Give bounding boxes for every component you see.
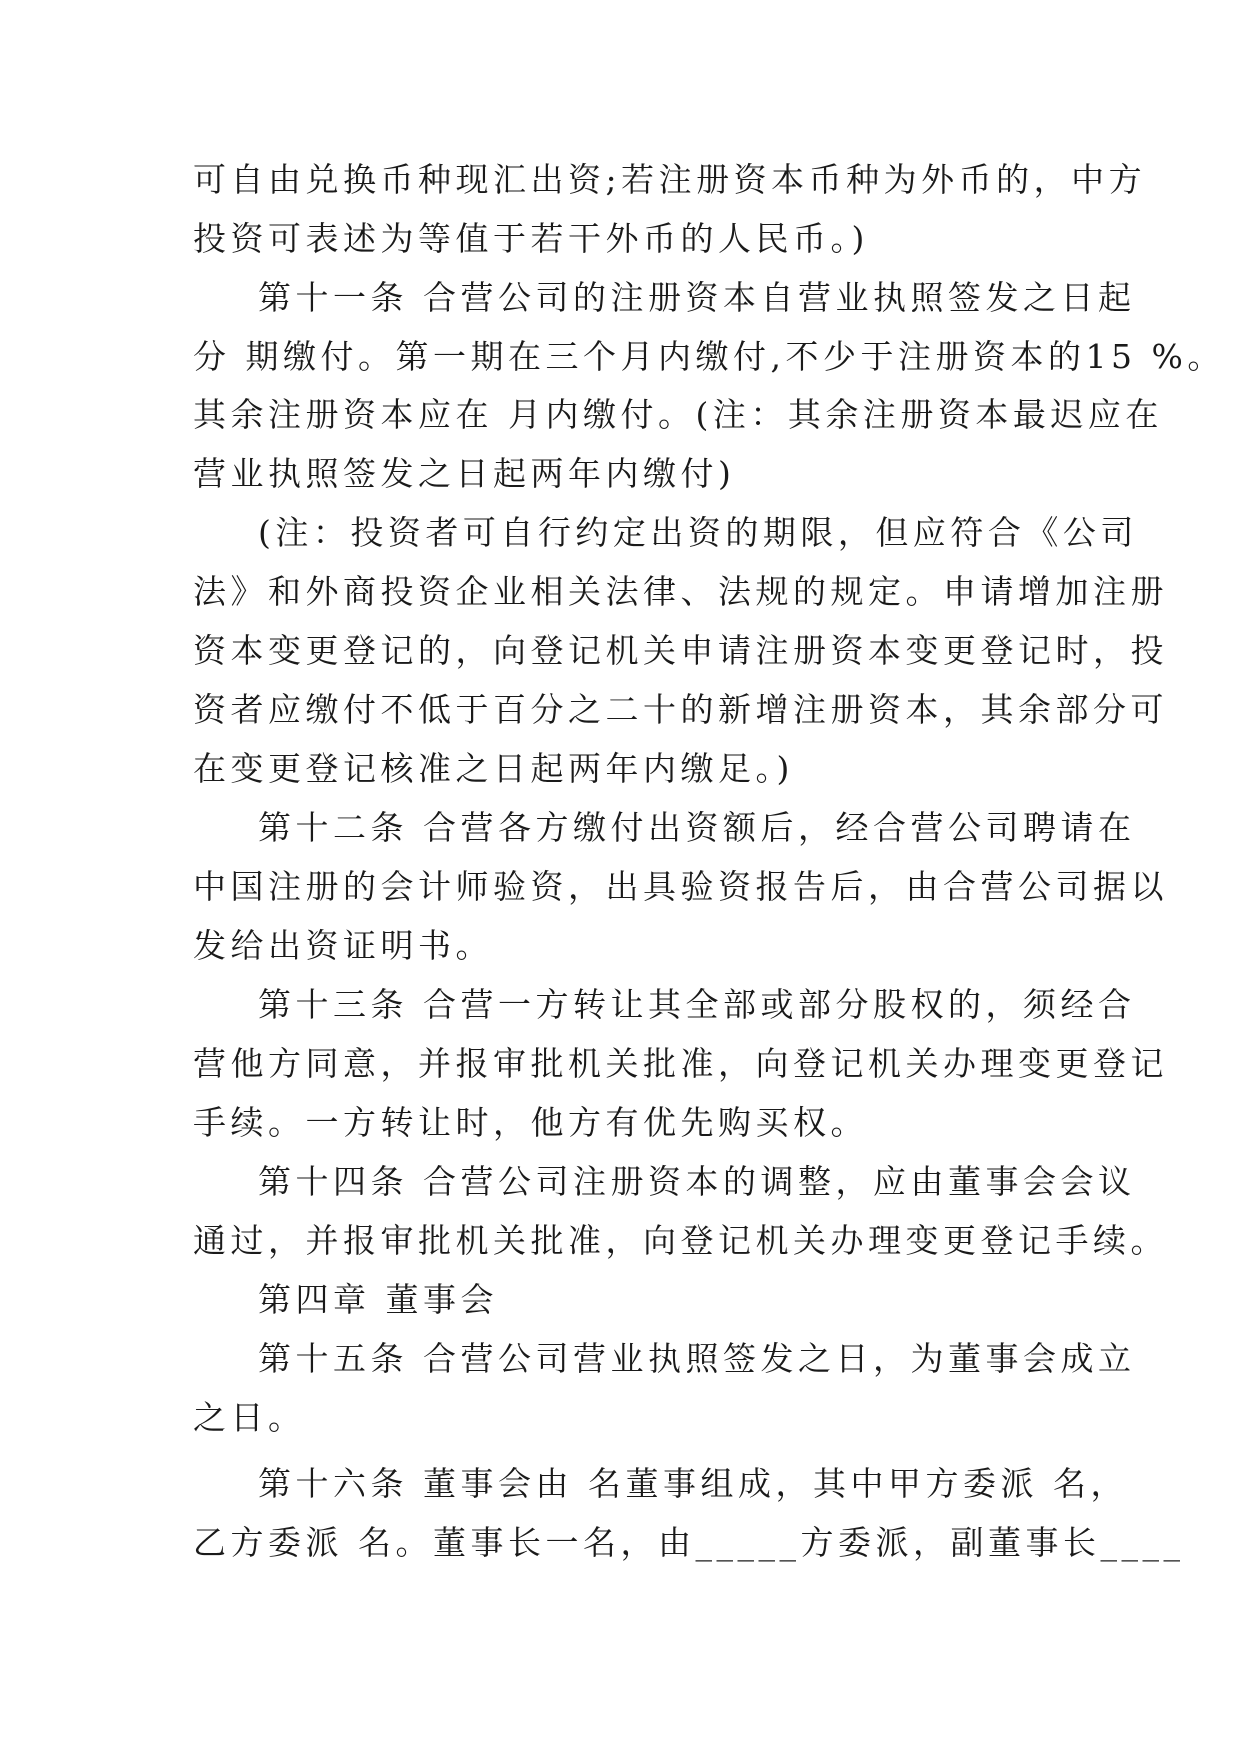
text-line: 资者应缴付不低于百分之二十的新增注册资本，其余部分可 [193, 690, 1168, 729]
text-line: 可自由兑换币种现汇出资;若注册资本币种为外币的，中方 [193, 160, 1147, 199]
text-line: 分 期缴付。第一期在三个月内缴付,不少于注册资本的15 %。 [193, 337, 1225, 376]
article-11-heading-line: 第十一条 合营公司的注册资本自营业执照签发之日起 [258, 278, 1136, 317]
article-13-heading-line: 第十三条 合营一方转让其全部或部分股权的，须经合 [258, 985, 1136, 1024]
article-15-heading-line: 第十五条 合营公司营业执照签发之日，为董事会成立 [258, 1339, 1136, 1378]
text-line: 之日。 [193, 1398, 306, 1437]
text-line: 法》和外商投资企业相关法律、法规的规定。申请增加注册 [193, 572, 1168, 611]
note-line: (注：投资者可自行约定出资的期限，但应符合《公司 [258, 513, 1138, 552]
text-line: 手续。一方转让时，他方有优先购买权。 [193, 1103, 868, 1142]
text-line: 发给出资证明书。 [193, 926, 493, 965]
text-line: 中国注册的会计师验资，出具验资报告后，由合营公司据以 [193, 867, 1168, 906]
text-line: 营业执照签发之日起两年内缴付) [193, 454, 736, 493]
text-line: 营他方同意，并报审批机关批准，向登记机关办理变更登记 [193, 1044, 1168, 1083]
article-14-heading-line: 第十四条 合营公司注册资本的调整，应由董事会会议 [258, 1162, 1136, 1201]
text-line: 乙方委派 名。董事长一名，由_____方委派，副董事长____ [193, 1523, 1185, 1562]
text-line: 其余注册资本应在 月内缴付。(注：其余注册资本最迟应在 [193, 395, 1163, 434]
text-line: 投资可表述为等值于若干外币的人民币。) [193, 219, 869, 258]
article-12-heading-line: 第十二条 合营各方缴付出资额后，经合营公司聘请在 [258, 808, 1136, 847]
chapter-4-heading: 第四章 董事会 [258, 1280, 498, 1319]
text-line: 通过，并报审批机关批准，向登记机关办理变更登记手续。 [193, 1221, 1168, 1260]
text-line: 在变更登记核准之日起两年内缴足。) [193, 749, 794, 788]
text-line: 资本变更登记的，向登记机关申请注册资本变更登记时，投 [193, 631, 1168, 670]
article-16-heading-line: 第十六条 董事会由 名董事组成，其中甲方委派 名， [258, 1464, 1128, 1503]
